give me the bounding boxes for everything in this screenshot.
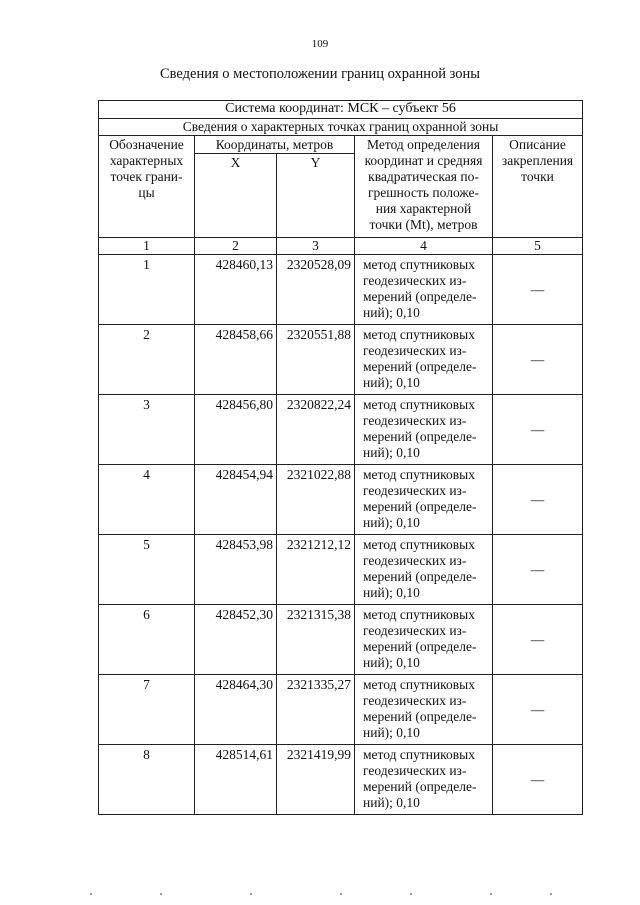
fixing-description: —	[493, 675, 583, 745]
x-coordinate: 428453,98	[195, 535, 277, 605]
x-coordinate: 428452,30	[195, 605, 277, 675]
method-line: мерений (определе-	[363, 569, 477, 584]
method-line: метод спутниковых	[363, 537, 475, 552]
method-line: ний); 0,10	[363, 375, 420, 390]
x-coordinate: 428458,66	[195, 325, 277, 395]
method-line: мерений (определе-	[363, 359, 477, 374]
method-line: геодезических из-	[363, 693, 467, 708]
method-line: ний); 0,10	[363, 655, 420, 670]
table-row	[99, 745, 583, 815]
point-number: 2	[99, 325, 195, 395]
method-line: геодезических из-	[363, 343, 467, 358]
method-line: мерений (определе-	[363, 499, 477, 514]
header-method: Метод определения координат и средняя квадратическая по- грешность положе- ния характерной точки (Mt), метров	[355, 136, 493, 238]
table-row	[99, 605, 583, 675]
point-number: 3	[99, 395, 195, 465]
page-number: 109	[311, 38, 329, 50]
y-coordinate: 2320551,88	[277, 325, 355, 395]
table-row	[99, 675, 583, 745]
method-description	[355, 325, 493, 395]
header-point-designation: Обозначение характерных точек грани- цы	[99, 136, 195, 238]
table-row	[99, 255, 583, 325]
fixing-description: —	[493, 605, 583, 675]
fixing-description: —	[493, 395, 583, 465]
method-line: ний); 0,10	[363, 515, 420, 530]
y-coordinate: 2321212,12	[277, 535, 355, 605]
boundary-points-table	[98, 100, 583, 815]
method-line: мерений (определе-	[363, 289, 477, 304]
scan-speck	[410, 893, 412, 895]
method-line: геодезических из-	[363, 623, 467, 638]
method-line: мерений (определе-	[363, 709, 477, 724]
fixing-description: —	[493, 465, 583, 535]
method-description	[355, 745, 493, 815]
column-number-3: 3	[277, 238, 355, 255]
method-line: метод спутниковых	[363, 747, 475, 762]
point-number: 1	[99, 255, 195, 325]
method-line: метод спутниковых	[363, 677, 475, 692]
method-line: метод спутниковых	[363, 397, 475, 412]
header-description: Описание закрепления точки	[493, 136, 583, 238]
y-coordinate: 2321022,88	[277, 465, 355, 535]
scan-speck	[550, 893, 552, 895]
header-x: X	[195, 154, 277, 238]
column-number-1: 1	[99, 238, 195, 255]
fixing-description: —	[493, 745, 583, 815]
method-line: мерений (определе-	[363, 779, 477, 794]
method-line: ний); 0,10	[363, 795, 420, 810]
x-coordinate: 428456,80	[195, 395, 277, 465]
y-coordinate: 2321335,27	[277, 675, 355, 745]
document-title: Сведения о местоположении границ охранной зоны	[159, 66, 480, 82]
method-line: метод спутниковых	[363, 607, 475, 622]
method-description	[355, 255, 493, 325]
y-coordinate: 2321315,38	[277, 605, 355, 675]
y-coordinate: 2320822,24	[277, 395, 355, 465]
point-number: 8	[99, 745, 195, 815]
table-row	[99, 395, 583, 465]
scan-speck	[90, 893, 92, 895]
scan-speck	[490, 893, 492, 895]
fixing-description: —	[493, 535, 583, 605]
x-coordinate: 428464,30	[195, 675, 277, 745]
x-coordinate: 428454,94	[195, 465, 277, 535]
column-number-5: 5	[493, 238, 583, 255]
method-description	[355, 605, 493, 675]
method-line: геодезических из-	[363, 483, 467, 498]
y-coordinate: 2320528,09	[277, 255, 355, 325]
method-line: геодезических из-	[363, 413, 467, 428]
method-line: метод спутниковых	[363, 327, 475, 342]
method-line: ний); 0,10	[363, 585, 420, 600]
method-description	[355, 395, 493, 465]
header-y: Y	[277, 154, 355, 238]
method-line: геодезических из-	[363, 553, 467, 568]
method-line: мерений (определе-	[363, 429, 477, 444]
point-number: 4	[99, 465, 195, 535]
method-line: геодезических из-	[363, 273, 467, 288]
column-number-4: 4	[355, 238, 493, 255]
method-line: ний); 0,10	[363, 725, 420, 740]
coordinate-system-row: Система координат: МСК – субъект 56	[99, 101, 583, 119]
method-line: геодезических из-	[363, 763, 467, 778]
table-row	[99, 465, 583, 535]
method-line: метод спутниковых	[363, 257, 475, 272]
table-row	[99, 325, 583, 395]
point-number: 6	[99, 605, 195, 675]
scan-speck	[250, 893, 252, 895]
x-coordinate: 428460,13	[195, 255, 277, 325]
point-number: 7	[99, 675, 195, 745]
scan-artifacts	[90, 893, 560, 897]
method-description	[355, 465, 493, 535]
table-row	[99, 535, 583, 605]
point-number: 5	[99, 535, 195, 605]
method-line: ний); 0,10	[363, 445, 420, 460]
boundary-info-row: Сведения о характерных точках границ охранной зоны	[99, 119, 583, 136]
x-coordinate: 428514,61	[195, 745, 277, 815]
y-coordinate: 2321419,99	[277, 745, 355, 815]
method-line: метод спутниковых	[363, 467, 475, 482]
method-description	[355, 535, 493, 605]
header-coordinates: Координаты, метров	[195, 136, 355, 154]
scan-speck	[340, 893, 342, 895]
method-line: ний); 0,10	[363, 305, 420, 320]
method-line: мерений (определе-	[363, 639, 477, 654]
column-number-2: 2	[195, 238, 277, 255]
fixing-description: —	[493, 255, 583, 325]
scan-speck	[160, 893, 162, 895]
method-description	[355, 675, 493, 745]
fixing-description: —	[493, 325, 583, 395]
